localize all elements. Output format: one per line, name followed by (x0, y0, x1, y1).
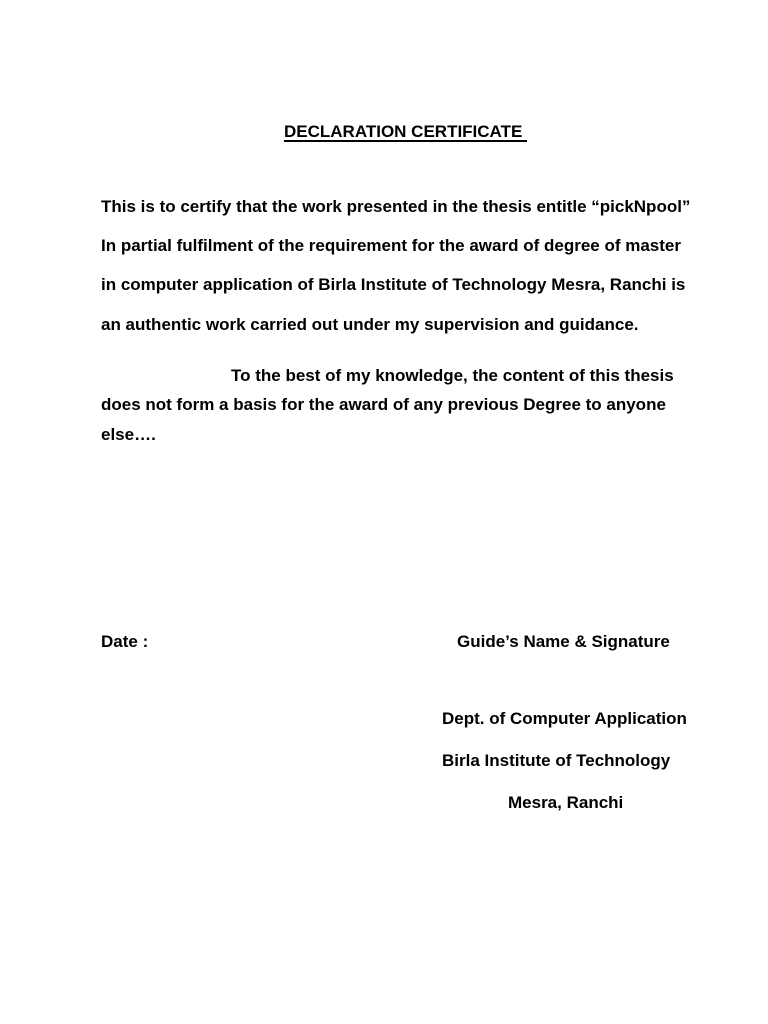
date-label: Date : (101, 632, 149, 651)
paragraph2-line2: does not form a basis for the award of any previous Degree to anyone (101, 395, 666, 414)
paragraph2-line1: To the best of my knowledge, the content of this thesis (231, 366, 674, 385)
paragraph1-line4: an authentic work carried out under my supervision and guidance. (101, 315, 639, 334)
signature-label: Guide’s Name & Signature (457, 632, 670, 651)
paragraph2-line3: else…. (101, 425, 156, 444)
document-title: DECLARATION CERTIFICATE (284, 122, 528, 141)
department-line: Dept. of Computer Application (442, 709, 687, 728)
paragraph1-line1: This is to certify that the work presented in the thesis entitle “pickNpool” (101, 197, 691, 216)
paragraph1-line2: In partial fulfilment of the requirement for the award of degree of master (101, 236, 681, 255)
institute-line: Birla Institute of Technology (442, 751, 671, 770)
location-line: Mesra, Ranchi (508, 793, 624, 812)
paragraph1-line3: in computer application of Birla Institute of Technology Mesra, Ranchi is (101, 275, 686, 294)
